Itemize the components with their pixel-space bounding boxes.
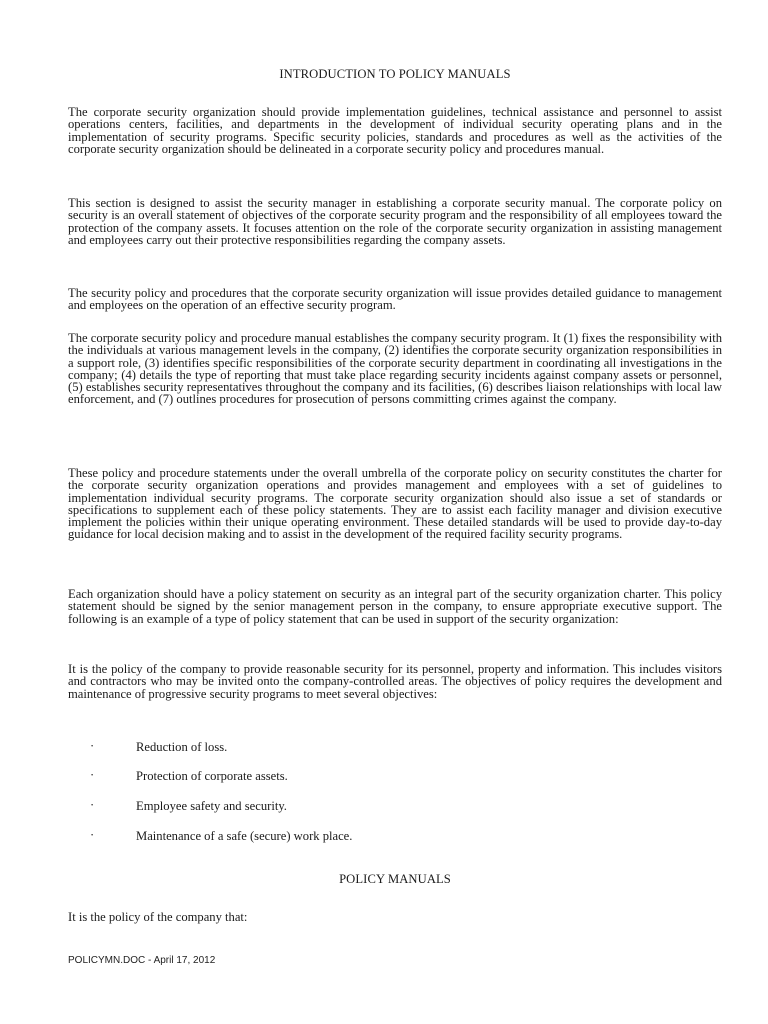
paragraph-7: It is the policy of the company to provide reasonable security for its personnel, property and information. This includes visitors and contractors who may be invited onto the company-controlled areas. The objectives of policy requires the development and maintenance of progressive security programs to meet several objectives: <box>68 662 722 701</box>
paragraph-2: This section is designed to assist the security manager in establishing a corporate security manual. The corporate policy on security is an overall statement of objectives of the corporate security program and the responsibility of all employees toward the protection of the company assets. It focuses attention on the role of the corporate security organization in assisting management and employees carry out their protective responsibilities regarding the company assets. <box>68 196 722 247</box>
bullet-icon: · <box>90 768 95 782</box>
list-item-text: Protection of corporate assets. <box>136 769 288 783</box>
section-heading: POLICY MANUALS <box>339 872 451 886</box>
bullet-icon: · <box>90 828 95 842</box>
paragraph-5: These policy and procedure statements under the overall umbrella of the corporate policy on security constitutes the charter for the corporate security organization operations and provides management and employees with a set of guidelines to implementation individual security programs. The corporate security organization should also issue a set of standards or specifications to supplement each of these policy statements. They are to assist each facility manager and division executive implement the policies within their unique operating environment. These detailed standards will be used to provide day-to-day guidance for local decision making and to assist in the development of the required facility security programs. <box>68 466 722 542</box>
list-item-text: Reduction of loss. <box>136 740 228 754</box>
paragraph-1: The corporate security organization should provide implementation guidelines, technical assistance and personnel to assist operations centers, facilities, and departments in the development of individual security operating plans and in the implementation of security programs. Specific security policies, standards and procedures as well as the activities of the corporate security organization should be delineated in a corporate security policy and procedures manual. <box>68 105 722 156</box>
closing-line: It is the policy of the company that: <box>68 910 248 924</box>
bullet-icon: · <box>90 739 95 753</box>
paragraph-4: The corporate security policy and procedure manual establishes the company security program. It (1) fixes the responsibility with the individuals at various management levels in the company, (2) identifies the corporate security organization responsibilities in a support role, (3) identifies specific responsibilities of the corporate security department in coordinating all investigations in the company; (4) details the type of reporting that must take place regarding security incidents against company assets or personnel, (5) establishes security representatives throughout the company and its facilities, (6) describes liaison relationships with local law enforcement, and (7) outlines procedures for prosecution of persons committing crimes against the company. <box>68 331 722 407</box>
paragraph-6: Each organization should have a policy statement on security as an integral part of the security organization charter. This policy statement should be signed by the senior management person in the company, to ensure appropriate executive support. The following is an example of a type of policy statement that can be used in support of the security organization: <box>68 587 722 626</box>
paragraph-3: The security policy and procedures that the corporate security organization will issue provides detailed guidance to management and employees on the operation of an effective security program. <box>68 286 722 313</box>
list-item-text: Employee safety and security. <box>136 799 287 813</box>
page-footer: POLICYMN.DOC - April 17, 2012 <box>68 955 216 966</box>
document-title: INTRODUCTION TO POLICY MANUALS <box>279 67 511 81</box>
bullet-icon: · <box>90 798 95 812</box>
list-item-text: Maintenance of a safe (secure) work place. <box>136 829 353 843</box>
